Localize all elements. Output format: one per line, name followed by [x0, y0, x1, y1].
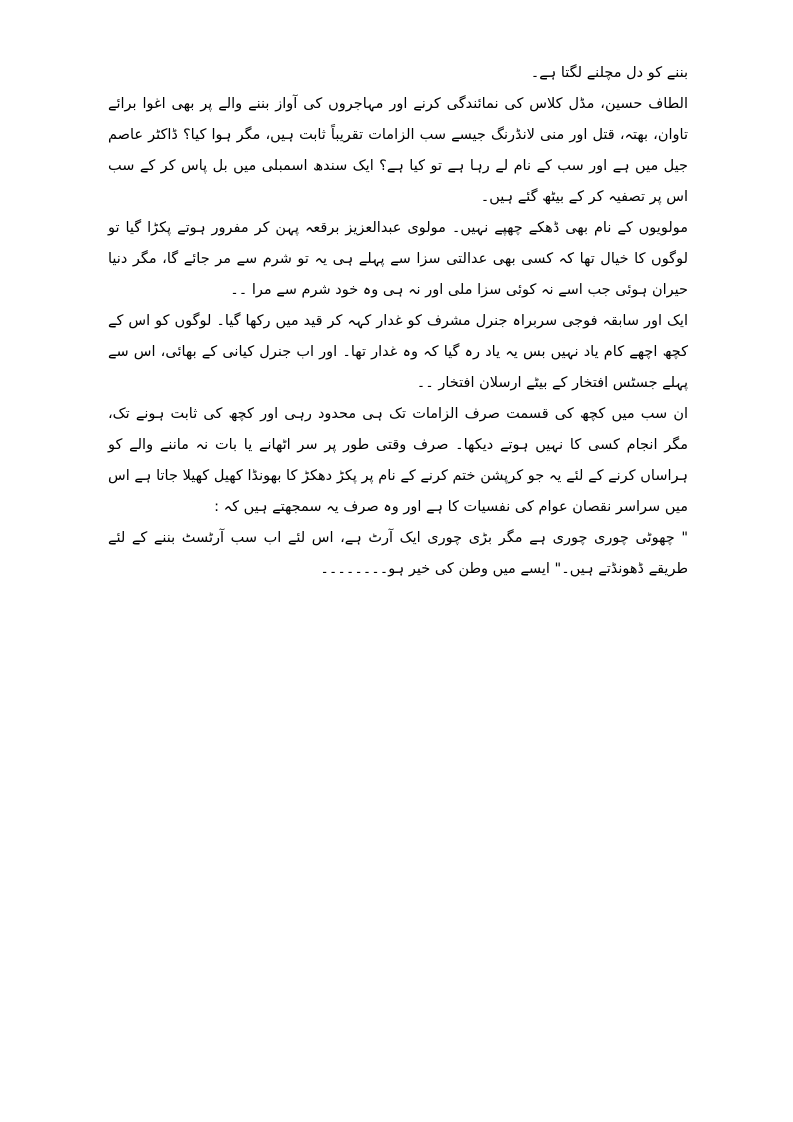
paragraph-4: ایک اور سابقہ فوجی سربراہ جنرل مشرف کو غدار کہہ کر قید میں رکھا گیا۔ لوگوں کو اس کے کچھ اچھے کام یاد نہیں بس یہ یاد رہ گیا کہ وہ غدار تھا۔ اور اب جنرل کیانی کے بھائی، اس سے پہلے جسٹس افتخار کے بیٹے ارسلان افتخار ۔۔ [108, 313, 688, 391]
paragraph-3: مولویوں کے نام بھی ڈھکے چھپے نہیں۔ مولوی عبدالعزیز برقعہ پہن کر مفرور ہوتے پکڑا گیا تو لوگوں کا خیال تھا کہ کسی بھی عدالتی سزا سے پہلے ہی یہ تو شرم سے مر جائے گا، مگر دنیا حیران ہوئی جب اسے نہ کوئی سزا ملی اور نہ ہی وہ خود شرم سے مرا ۔۔ [108, 220, 688, 298]
paragraph-6: " چھوٹی چوری چوری ہے مگر بڑی چوری ایک آرٹ ہے، اس لئے اب سب آرٹسٹ بننے کے لئے طریقے ڈھونڈتے ہیں۔" ایسے میں وطن کی خیر ہو۔۔۔۔۔۔۔۔ [108, 530, 688, 577]
paragraph-5: ان سب میں کچھ کی قسمت صرف الزامات تک ہی محدود رہی اور کچھ کی ثابت ہونے تک، مگر انجام کسی کا نہیں ہوتے دیکھا۔ صرف وقتی طور پر سر اٹھانے یا بات نہ ماننے والے کو ہراساں کرنے کے لئے یہ جو کرپشن ختم کرنے کے نام پر پکڑ دھکڑ کا بھونڈا کھیل کھیلا جاتا ہے اس میں سراسر نقصان عوام کی نفسیات کا ہے اور وہ صرف یہ سمجھتے ہیں کہ : [108, 406, 688, 515]
paragraph-2: الطاف حسین، مڈل کلاس کی نمائندگی کرنے اور مہاجروں کی آواز بننے والے پر بھی اغوا برائے تاوان، بھتہ، قتل اور منی لانڈرنگ جیسے سب الزامات تقریباً ثابت ہیں، مگر ہوا کیا؟ ڈاکٹر عاصم جیل میں ہے اور سب کے نام لے رہا ہے تو کیا ہے؟ ایک سندھ اسمبلی میں بل پاس کر کے سب اس پر تصفیہ کر کے بیٹھ گئے ہیں۔ [108, 96, 688, 205]
paragraph-1: بننے کو دل مچلنے لگتا ہے۔ [530, 65, 688, 81]
document-body [108, 58, 688, 585]
